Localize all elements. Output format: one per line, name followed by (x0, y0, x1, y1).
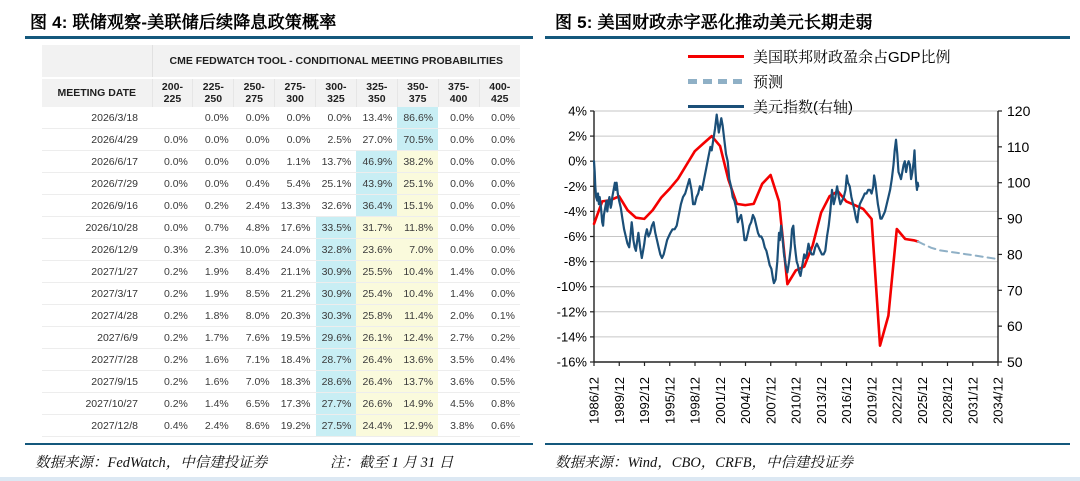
figure5-panel (540, 0, 1080, 481)
probability-cell: 19.5% (275, 327, 316, 349)
probability-cell: 26.1% (356, 327, 397, 349)
probability-cell: 25.5% (356, 261, 397, 283)
left-axis-tick-label: -16% (556, 354, 587, 370)
legend-item-fiscal-balance (688, 44, 951, 69)
left-axis-tick-label: 0% (568, 153, 587, 169)
probability-cell: 0.0% (438, 129, 479, 151)
probability-cell: 0.1% (479, 305, 520, 327)
probability-cell: 2.4% (193, 415, 234, 437)
probability-cell: 13.4% (356, 107, 397, 129)
table-row (42, 195, 520, 217)
figure4-title-rule (25, 36, 533, 39)
right-axis-tick-label: 120 (1007, 103, 1031, 119)
left-axis-tick-label: -14% (556, 329, 587, 345)
probability-cell: 21.2% (275, 283, 316, 305)
probability-cell: 26.4% (356, 349, 397, 371)
figure5-footer-rule (545, 443, 1070, 445)
x-axis-tick-label: 2028/12 (940, 377, 955, 424)
probability-cell: 0.2% (152, 327, 193, 349)
probability-cell: 13.7% (397, 371, 438, 393)
meeting-date-cell: 2027/6/9 (42, 327, 152, 349)
probability-cell: 30.3% (316, 305, 357, 327)
probability-cell: 0.0% (438, 173, 479, 195)
probability-cell: 0.0% (234, 151, 275, 173)
table-row (42, 415, 520, 437)
right-axis-tick-label: 110 (1007, 138, 1030, 155)
probability-cell: 3.6% (438, 371, 479, 393)
right-axis-tick-label: 60 (1007, 318, 1023, 335)
probability-cell: 0.2% (152, 349, 193, 371)
probability-cell: 32.8% (316, 239, 357, 261)
probability-cell: 4.8% (234, 217, 275, 239)
probability-cell: 0.2% (152, 305, 193, 327)
probability-cell: 3.5% (438, 349, 479, 371)
probability-cell: 8.5% (234, 283, 275, 305)
probability-cell: 0.0% (275, 107, 316, 129)
range-header: 400-425 (479, 78, 520, 107)
x-axis-tick-label: 1986/12 (586, 377, 602, 424)
left-axis-tick-label: -12% (556, 304, 587, 320)
probability-cell: 0.0% (479, 283, 520, 305)
x-axis-tick-label: 1998/12 (687, 377, 703, 424)
series-left-line (594, 136, 918, 346)
probability-cell: 17.3% (275, 393, 316, 415)
legend-label: 预测 (753, 74, 784, 91)
table-row (42, 393, 520, 415)
probability-cell: 0.0% (275, 129, 316, 151)
probability-cell: 0.0% (438, 217, 479, 239)
probability-cell: 24.4% (356, 415, 397, 437)
probability-cell: 0.0% (438, 151, 479, 173)
meeting-date-cell: 2027/12/8 (42, 415, 152, 437)
axes (557, 103, 1031, 424)
left-axis-tick-label: 2% (568, 128, 587, 144)
right-axis-tick-label: 100 (1007, 174, 1031, 191)
meeting-date-cell: 2026/7/29 (42, 173, 152, 195)
range-header: 250-275 (234, 78, 275, 107)
meeting-date-cell: 2027/10/27 (42, 393, 152, 415)
probability-cell: 0.0% (234, 129, 275, 151)
table-row (42, 151, 520, 173)
probability-cell: 0.0% (479, 173, 520, 195)
meeting-date-cell: 2027/9/15 (42, 371, 152, 393)
probability-cell: 1.4% (438, 283, 479, 305)
meeting-date-cell: 2026/3/18 (42, 107, 152, 129)
probability-cell: 38.2% (397, 151, 438, 173)
table-group-header-row (42, 45, 520, 78)
legend-label: 美元指数(右轴) (753, 99, 853, 116)
probability-cell: 1.9% (193, 261, 234, 283)
probability-cell: 0.0% (479, 217, 520, 239)
probability-cell: 5.4% (275, 173, 316, 195)
probability-cell: 0.0% (479, 129, 520, 151)
meeting-date-cell: 2026/10/28 (42, 217, 152, 239)
probability-cell: 20.3% (275, 305, 316, 327)
probability-cell: 0.0% (193, 107, 234, 129)
probability-cell: 0.2% (479, 327, 520, 349)
probability-cell: 24.0% (275, 239, 316, 261)
probability-cell: 13.7% (316, 151, 357, 173)
probability-cell: 0.4% (479, 349, 520, 371)
probability-cell: 26.6% (356, 393, 397, 415)
range-header: 275-300 (275, 78, 316, 107)
legend-item-forecast (688, 69, 951, 94)
probability-cell: 8.6% (234, 415, 275, 437)
range-header: 200-225 (152, 78, 193, 107)
x-axis-tick-label: 2010/12 (788, 377, 804, 424)
figure4-title: 图 4: 联储观察-美联储后续降息政策概率 (30, 13, 337, 32)
probability-cell: 25.4% (356, 283, 397, 305)
probability-cell: 0.0% (438, 107, 479, 129)
probability-cell: 0.0% (193, 129, 234, 151)
table-row (42, 371, 520, 393)
probability-cell: 29.6% (316, 327, 357, 349)
x-axis-tick-label: 2025/12 (914, 377, 930, 424)
x-axis-tick-label: 2019/12 (864, 377, 880, 424)
probability-cell: 43.9% (356, 173, 397, 195)
dashed-line-sample-icon (688, 79, 744, 84)
probability-cell: 0.3% (152, 239, 193, 261)
range-header: 225-250 (193, 78, 234, 107)
probability-cell: 10.4% (397, 283, 438, 305)
probability-cell: 36.4% (356, 195, 397, 217)
probability-cell: 17.6% (275, 217, 316, 239)
probability-cell: 2.5% (316, 129, 357, 151)
right-axis-tick-label: 50 (1007, 354, 1023, 370)
probability-cell: 32.6% (316, 195, 357, 217)
x-axis-tick-label: 2034/12 (990, 377, 1006, 424)
probability-cell: 0.7% (193, 217, 234, 239)
probability-cell: 2.7% (438, 327, 479, 349)
probability-cell: 1.1% (275, 151, 316, 173)
x-axis-tick-label: 2016/12 (839, 377, 854, 424)
left-axis-tick-label: -6% (563, 229, 587, 244)
meeting-date-cell: 2026/6/17 (42, 151, 152, 173)
probability-cell: 4.5% (438, 393, 479, 415)
probability-cell: 11.8% (397, 217, 438, 239)
probability-cell: 0.0% (193, 151, 234, 173)
probability-cell: 0.0% (152, 217, 193, 239)
probability-cell: 2.4% (234, 195, 275, 217)
probability-cell: 13.6% (397, 349, 438, 371)
probability-cell: 0.0% (438, 195, 479, 217)
probability-cell: 0.0% (193, 173, 234, 195)
probability-cell: 0.0% (152, 151, 193, 173)
probability-cell: 0.6% (479, 415, 520, 437)
probability-cell: 0.0% (479, 239, 520, 261)
fig5-chart (552, 94, 1068, 444)
table-row (42, 261, 520, 283)
probability-cell: 0.5% (479, 371, 520, 393)
probability-cell: 1.6% (193, 371, 234, 393)
probability-cell: 14.9% (397, 393, 438, 415)
probability-cell: 7.0% (397, 239, 438, 261)
x-axis-tick-label: 2004/12 (738, 377, 753, 424)
meeting-date-cell: 2027/7/28 (42, 349, 152, 371)
probability-cell: 0.0% (479, 151, 520, 173)
right-axis-tick-label: 90 (1007, 210, 1023, 227)
probability-cell: 3.8% (438, 415, 479, 437)
range-header: 350-375 (397, 78, 438, 107)
meeting-date-cell: 2026/12/9 (42, 239, 152, 261)
range-header: 325-350 (356, 78, 397, 107)
table-row (42, 305, 520, 327)
probability-cell: 27.0% (356, 129, 397, 151)
probability-cell: 0.0% (479, 195, 520, 217)
probability-cell: 30.9% (316, 283, 357, 305)
probability-cell: 0.0% (234, 107, 275, 129)
x-axis-tick-label: 1989/12 (611, 377, 627, 424)
meeting-date-cell: 2027/3/17 (42, 283, 152, 305)
table-column-header-row (42, 78, 520, 107)
probability-cell: 7.0% (234, 371, 275, 393)
x-axis-tick-label: 2013/12 (813, 377, 829, 424)
probability-cell: 26.4% (356, 371, 397, 393)
probability-cell (152, 107, 193, 129)
probability-cell: 25.8% (356, 305, 397, 327)
probability-cell: 6.5% (234, 393, 275, 415)
table-row (42, 239, 520, 261)
probability-cell: 1.9% (193, 283, 234, 305)
probability-cell: 0.4% (234, 173, 275, 195)
probability-cell: 18.3% (275, 371, 316, 393)
table-row (42, 217, 520, 239)
meeting-date-header: MEETING DATE (42, 78, 152, 107)
probability-cell: 0.2% (152, 393, 193, 415)
probability-cell: 0.0% (316, 107, 357, 129)
left-axis-tick-label: 4% (568, 103, 587, 119)
probability-cell: 27.7% (316, 393, 357, 415)
left-axis-tick-label: -2% (563, 178, 587, 194)
table-row (42, 129, 520, 151)
x-axis-tick-label: 2007/12 (763, 377, 779, 424)
range-header: 375-400 (438, 78, 479, 107)
probability-cell: 46.9% (356, 151, 397, 173)
probability-cell: 1.6% (193, 349, 234, 371)
probability-cell: 27.5% (316, 415, 357, 437)
figure4-footer-rule (25, 443, 533, 445)
probability-cell: 1.7% (193, 327, 234, 349)
probability-cell: 0.2% (193, 195, 234, 217)
x-axis-tick-label: 2001/12 (712, 377, 728, 424)
meeting-date-cell: 2026/9/16 (42, 195, 152, 217)
probability-cell: 21.1% (275, 261, 316, 283)
probability-cell: 12.9% (397, 415, 438, 437)
probability-cell: 0.0% (479, 107, 520, 129)
probability-cell: 0.0% (152, 173, 193, 195)
right-axis-tick-label: 80 (1007, 246, 1023, 263)
probability-cell: 2.0% (438, 305, 479, 327)
probability-cell: 10.4% (397, 261, 438, 283)
probability-cell: 0.0% (479, 261, 520, 283)
probability-cell: 0.2% (152, 371, 193, 393)
next-section-strip (0, 477, 1080, 481)
probability-cell: 18.4% (275, 349, 316, 371)
probability-cell: 28.6% (316, 371, 357, 393)
fedwatch-table (42, 45, 520, 437)
series-lines (594, 115, 998, 346)
probability-cell: 25.1% (397, 173, 438, 195)
probability-cell: 1.8% (193, 305, 234, 327)
table-row (42, 283, 520, 305)
probability-cell: 28.7% (316, 349, 357, 371)
x-axis-tick-label: 2022/12 (889, 377, 905, 424)
probability-cell: 0.8% (479, 393, 520, 415)
right-axis-tick-label: 70 (1007, 282, 1023, 299)
table-row (42, 327, 520, 349)
probability-cell: 0.2% (152, 261, 193, 283)
red-line-sample-icon (688, 55, 744, 58)
probability-cell: 1.4% (193, 393, 234, 415)
probability-cell: 12.4% (397, 327, 438, 349)
fedwatch-probability-table (42, 45, 520, 437)
probability-cell: 13.3% (275, 195, 316, 217)
table-row (42, 349, 520, 371)
probability-cell: 10.0% (234, 239, 275, 261)
table-group-header: CME FEDWATCH TOOL - CONDITIONAL MEETING PROBABILITIES (152, 45, 520, 78)
probability-cell: 0.0% (152, 129, 193, 151)
left-axis-tick-label: -8% (563, 254, 587, 270)
table-row (42, 107, 520, 129)
probability-cell: 7.6% (234, 327, 275, 349)
probability-cell: 0.0% (438, 239, 479, 261)
probability-cell: 7.1% (234, 349, 275, 371)
range-header: 300-325 (316, 78, 357, 107)
probability-cell: 0.0% (152, 195, 193, 217)
legend-label: 美国联邦财政盈余占GDP比例 (753, 49, 951, 66)
fedwatch-table-body (42, 107, 520, 437)
probability-cell: 30.9% (316, 261, 357, 283)
probability-cell: 2.3% (193, 239, 234, 261)
probability-cell: 23.6% (356, 239, 397, 261)
probability-cell: 8.0% (234, 305, 275, 327)
figure4-source: 数据来源：FedWatch，中信建投证券 (35, 455, 268, 471)
x-axis-tick-label: 1995/12 (662, 377, 678, 424)
x-axis-tick-label: 2031/12 (965, 377, 981, 424)
left-axis-tick-label: -10% (556, 279, 587, 295)
meeting-date-cell: 2027/1/27 (42, 261, 152, 283)
figure5-title-rule (545, 36, 1070, 39)
probability-cell: 86.6% (397, 107, 438, 129)
probability-cell: 8.4% (234, 261, 275, 283)
probability-cell: 15.1% (397, 195, 438, 217)
probability-cell: 0.4% (152, 415, 193, 437)
figure5-source: 数据来源：Wind，CBO，CRFB，中信建投证券 (555, 455, 854, 471)
probability-cell: 25.1% (316, 173, 357, 195)
probability-cell: 31.7% (356, 217, 397, 239)
series-left-line (918, 242, 998, 260)
probability-cell: 33.5% (316, 217, 357, 239)
probability-cell: 1.4% (438, 261, 479, 283)
meeting-date-cell: 2027/4/28 (42, 305, 152, 327)
probability-cell: 0.2% (152, 283, 193, 305)
probability-cell: 19.2% (275, 415, 316, 437)
meeting-date-cell: 2026/4/29 (42, 129, 152, 151)
probability-cell: 70.5% (397, 129, 438, 151)
figure4-note: 注：截至 1 月 31 日 (330, 455, 454, 471)
table-corner-cell (42, 45, 152, 78)
left-axis-tick-label: -4% (563, 203, 587, 219)
table-row (42, 173, 520, 195)
x-axis-tick-label: 1992/12 (637, 377, 652, 424)
probability-cell: 11.4% (397, 305, 438, 327)
figure5-title: 图 5: 美国财政赤字恶化推动美元长期走弱 (555, 13, 873, 32)
